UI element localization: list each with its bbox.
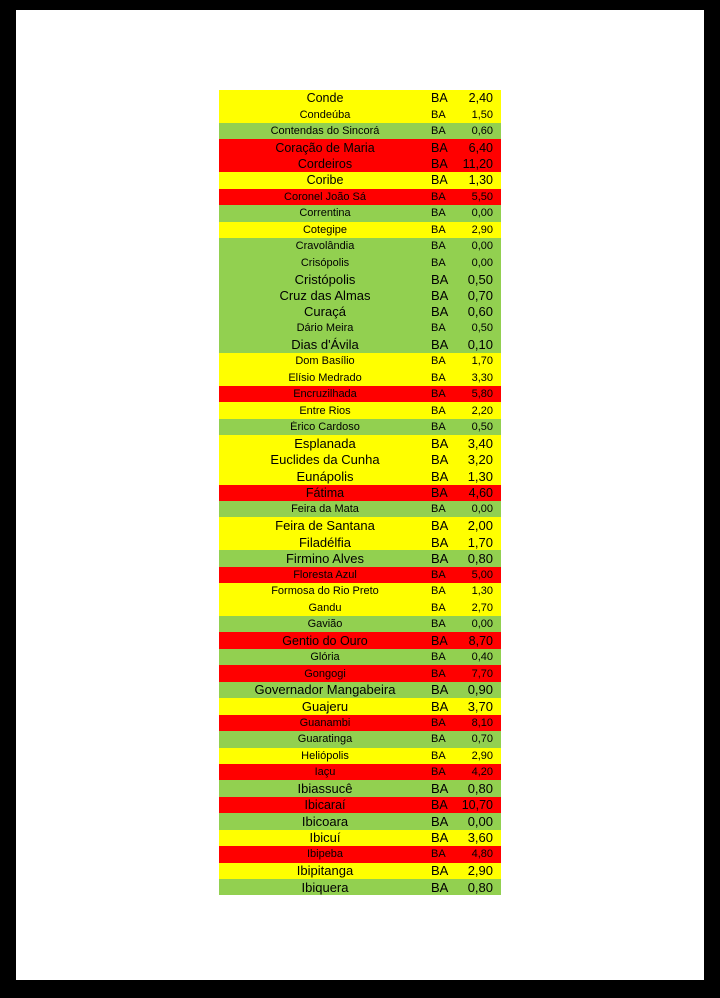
value-cell: 4,60	[468, 485, 493, 500]
state-code: BA	[431, 240, 446, 253]
document-page	[16, 10, 704, 980]
table-row	[219, 337, 501, 353]
municipality-name: Correntina	[299, 207, 351, 220]
state-code: BA	[431, 534, 449, 550]
municipality-name: Ibicoara	[301, 813, 349, 829]
value-cell: 0,50	[471, 420, 493, 433]
state-code: BA	[431, 651, 446, 664]
table-row	[219, 172, 501, 188]
municipality-name: Contendas do Sincorá	[270, 125, 380, 138]
value-cell: 1,50	[471, 108, 493, 121]
municipality-name: Guajeru	[301, 698, 349, 714]
table-row	[219, 369, 501, 385]
municipality-name: Euclides da Cunha	[270, 452, 380, 468]
value-cell: 1,70	[471, 355, 493, 368]
table-row	[219, 764, 501, 780]
table-row	[219, 386, 501, 402]
state-code: BA	[431, 125, 446, 138]
municipality-name: Fátima	[305, 485, 345, 500]
state-code: BA	[431, 371, 446, 384]
value-cell: 0,50	[471, 322, 493, 335]
state-code: BA	[431, 108, 446, 121]
table-row	[219, 501, 501, 517]
state-code: BA	[431, 468, 449, 484]
municipality-name: Governador Mangabeira	[254, 682, 396, 698]
value-cell: 0,80	[467, 781, 493, 797]
municipality-name: Elísio Medrado	[288, 371, 362, 384]
table-row	[219, 567, 501, 583]
state-code: BA	[431, 733, 446, 746]
state-code: BA	[431, 503, 446, 516]
value-cell: 2,40	[468, 91, 493, 106]
municipality-name: Gavião	[307, 618, 343, 631]
table-row	[219, 797, 501, 813]
state-code: BA	[431, 355, 446, 368]
table-row	[219, 189, 501, 205]
value-cell: 0,80	[467, 879, 493, 895]
municipality-name: Entre Rios	[299, 404, 351, 417]
value-cell: 2,00	[467, 518, 493, 534]
table-row	[219, 665, 501, 681]
state-code: BA	[431, 388, 446, 401]
municipality-name: Guanambi	[299, 716, 351, 729]
municipality-name: Gentio do Ouro	[282, 633, 368, 648]
state-code: BA	[431, 207, 446, 220]
value-cell: 8,70	[468, 633, 493, 648]
table-row	[219, 682, 501, 698]
table-row	[219, 435, 501, 451]
municipality-name: Ibiassucê	[297, 781, 353, 797]
municipality-name: Heliópolis	[301, 749, 349, 762]
municipality-name: Cotegipe	[302, 223, 348, 236]
state-code: BA	[431, 91, 448, 106]
municipality-name: Curaçá	[304, 304, 346, 320]
table-row	[219, 287, 501, 303]
table-row	[219, 205, 501, 221]
value-cell: 1,30	[467, 468, 493, 484]
table-row	[219, 123, 501, 139]
value-cell: 0,00	[471, 207, 493, 220]
table-row	[219, 304, 501, 320]
table-row	[219, 550, 501, 566]
municipality-name: Cruz das Almas	[279, 287, 371, 303]
state-code: BA	[431, 766, 446, 779]
municipality-name: Glória	[310, 651, 340, 664]
value-cell: 3,20	[467, 452, 493, 468]
table-row	[219, 748, 501, 764]
municipality-name: Cravolândia	[295, 240, 355, 253]
value-cell: 2,90	[467, 863, 493, 879]
state-code: BA	[431, 140, 448, 155]
value-cell: 1,70	[467, 534, 493, 550]
value-cell: 5,50	[471, 190, 493, 203]
table-row	[219, 156, 501, 172]
table-row	[219, 715, 501, 731]
table-row	[219, 583, 501, 599]
table-row	[219, 353, 501, 369]
value-cell: 10,70	[461, 798, 493, 813]
state-code: BA	[431, 550, 449, 566]
value-cell: 2,90	[471, 749, 493, 762]
state-code: BA	[431, 271, 449, 287]
state-code: BA	[431, 781, 449, 797]
table-row	[219, 222, 501, 238]
table-row	[219, 254, 501, 270]
state-code: BA	[431, 848, 446, 861]
value-cell: 7,70	[471, 667, 493, 680]
state-code: BA	[431, 156, 448, 171]
value-cell: 0,00	[467, 813, 493, 829]
state-code: BA	[431, 322, 446, 335]
table-row	[219, 813, 501, 829]
state-code: BA	[431, 618, 446, 631]
municipality-name: Iaçu	[314, 766, 336, 779]
value-cell: 0,00	[471, 503, 493, 516]
state-code: BA	[431, 435, 449, 451]
state-code: BA	[431, 830, 449, 846]
state-code: BA	[431, 452, 449, 468]
municipality-name: Filadélfia	[298, 534, 352, 550]
municipality-name: Cristópolis	[294, 271, 356, 287]
value-cell: 0,00	[471, 618, 493, 631]
table-row	[219, 419, 501, 435]
state-code: BA	[431, 698, 449, 714]
table-row	[219, 879, 501, 895]
municipality-name: Gongogi	[304, 667, 346, 680]
value-cell: 0,40	[471, 651, 493, 664]
state-code: BA	[431, 173, 448, 188]
state-code: BA	[431, 601, 446, 614]
municipality-name: Ibiquera	[301, 879, 349, 895]
municipality-name: Dias d'Ávila	[291, 337, 359, 353]
state-code: BA	[431, 404, 446, 417]
state-code: BA	[431, 190, 446, 203]
state-code: BA	[431, 420, 446, 433]
table-row	[219, 238, 501, 254]
municipality-name: Condeúba	[299, 108, 351, 121]
municipality-name: Érico Cardoso	[290, 420, 360, 433]
value-cell: 11,20	[462, 156, 493, 171]
value-cell: 2,70	[471, 601, 493, 614]
value-cell: 5,00	[471, 568, 493, 581]
state-code: BA	[431, 682, 449, 698]
value-cell: 4,80	[471, 848, 493, 861]
table-row	[219, 485, 501, 501]
municipality-name: Feira da Mata	[291, 503, 359, 516]
value-cell: 0,90	[467, 682, 493, 698]
table-row	[219, 517, 501, 533]
value-cell: 2,20	[471, 404, 493, 417]
value-cell: 0,00	[471, 256, 493, 269]
municipality-name: Ibicaraí	[304, 798, 346, 813]
table-row	[219, 320, 501, 336]
state-code: BA	[431, 716, 446, 729]
state-code: BA	[431, 667, 446, 680]
municipality-name: Cordeiros	[297, 156, 353, 171]
table-row	[219, 632, 501, 648]
state-code: BA	[431, 337, 449, 353]
municipality-name: Guaratinga	[297, 733, 353, 746]
state-code: BA	[431, 879, 449, 895]
table-row	[219, 90, 501, 106]
municipality-name: Esplanada	[294, 435, 356, 451]
table-row	[219, 534, 501, 550]
value-cell: 4,20	[471, 766, 493, 779]
table-row	[219, 139, 501, 155]
state-code: BA	[431, 585, 446, 598]
municipality-name: Ibicuí	[309, 830, 341, 846]
value-cell: 0,70	[467, 287, 493, 303]
value-cell: 1,30	[468, 173, 493, 188]
municipality-name: Ibipeba	[306, 848, 344, 861]
value-cell: 0,80	[467, 550, 493, 566]
municipality-name: Ibipitanga	[296, 863, 354, 879]
state-code: BA	[431, 813, 449, 829]
table-row	[219, 452, 501, 468]
value-cell: 0,00	[471, 240, 493, 253]
state-code: BA	[431, 518, 449, 534]
table-row	[219, 698, 501, 714]
value-cell: 3,40	[467, 435, 493, 451]
municipality-name: Dom Basílio	[295, 355, 355, 368]
municipality-name: Encruzilhada	[293, 388, 357, 401]
table-row	[219, 616, 501, 632]
state-code: BA	[431, 798, 448, 813]
value-cell: 3,60	[467, 830, 493, 846]
table-row	[219, 271, 501, 287]
state-code: BA	[431, 749, 446, 762]
value-cell: 3,70	[467, 698, 493, 714]
value-cell: 6,40	[468, 140, 493, 155]
municipality-name: Coração de Maria	[275, 140, 375, 155]
value-cell: 0,10	[467, 337, 493, 353]
table-row	[219, 830, 501, 846]
state-code: BA	[431, 223, 446, 236]
value-cell: 8,10	[471, 716, 493, 729]
municipality-name: Firmino Alves	[285, 550, 365, 566]
state-code: BA	[431, 287, 449, 303]
municipality-name: Coronel João Sá	[284, 190, 366, 203]
state-code: BA	[431, 568, 446, 581]
municipality-table	[219, 90, 501, 895]
municipality-name: Coribe	[306, 173, 344, 188]
table-row	[219, 468, 501, 484]
table-row	[219, 402, 501, 418]
municipality-name: Eunápolis	[296, 468, 354, 484]
value-cell: 1,30	[471, 585, 493, 598]
municipality-name: Floresta Azul	[293, 568, 357, 581]
value-cell: 2,90	[471, 223, 493, 236]
table-row	[219, 600, 501, 616]
municipality-name: Feira de Santana	[275, 518, 375, 534]
municipality-name: Dário Meira	[296, 322, 354, 335]
value-cell: 0,70	[471, 733, 493, 746]
value-cell: 0,50	[467, 271, 493, 287]
table-row	[219, 780, 501, 796]
state-code: BA	[431, 633, 448, 648]
municipality-name: Conde	[306, 91, 344, 106]
table-row	[219, 863, 501, 879]
value-cell: 3,30	[471, 371, 493, 384]
municipality-name: Gandu	[308, 601, 342, 614]
value-cell: 5,80	[471, 388, 493, 401]
municipality-name: Crisópolis	[300, 256, 350, 269]
state-code: BA	[431, 485, 448, 500]
municipality-name: Formosa do Rio Preto	[271, 585, 379, 598]
value-cell: 0,60	[467, 304, 493, 320]
state-code: BA	[431, 256, 446, 269]
table-row	[219, 731, 501, 747]
table-row	[219, 846, 501, 862]
state-code: BA	[431, 863, 449, 879]
table-row	[219, 649, 501, 665]
state-code: BA	[431, 304, 449, 320]
value-cell: 0,60	[471, 125, 493, 138]
table-row	[219, 106, 501, 122]
